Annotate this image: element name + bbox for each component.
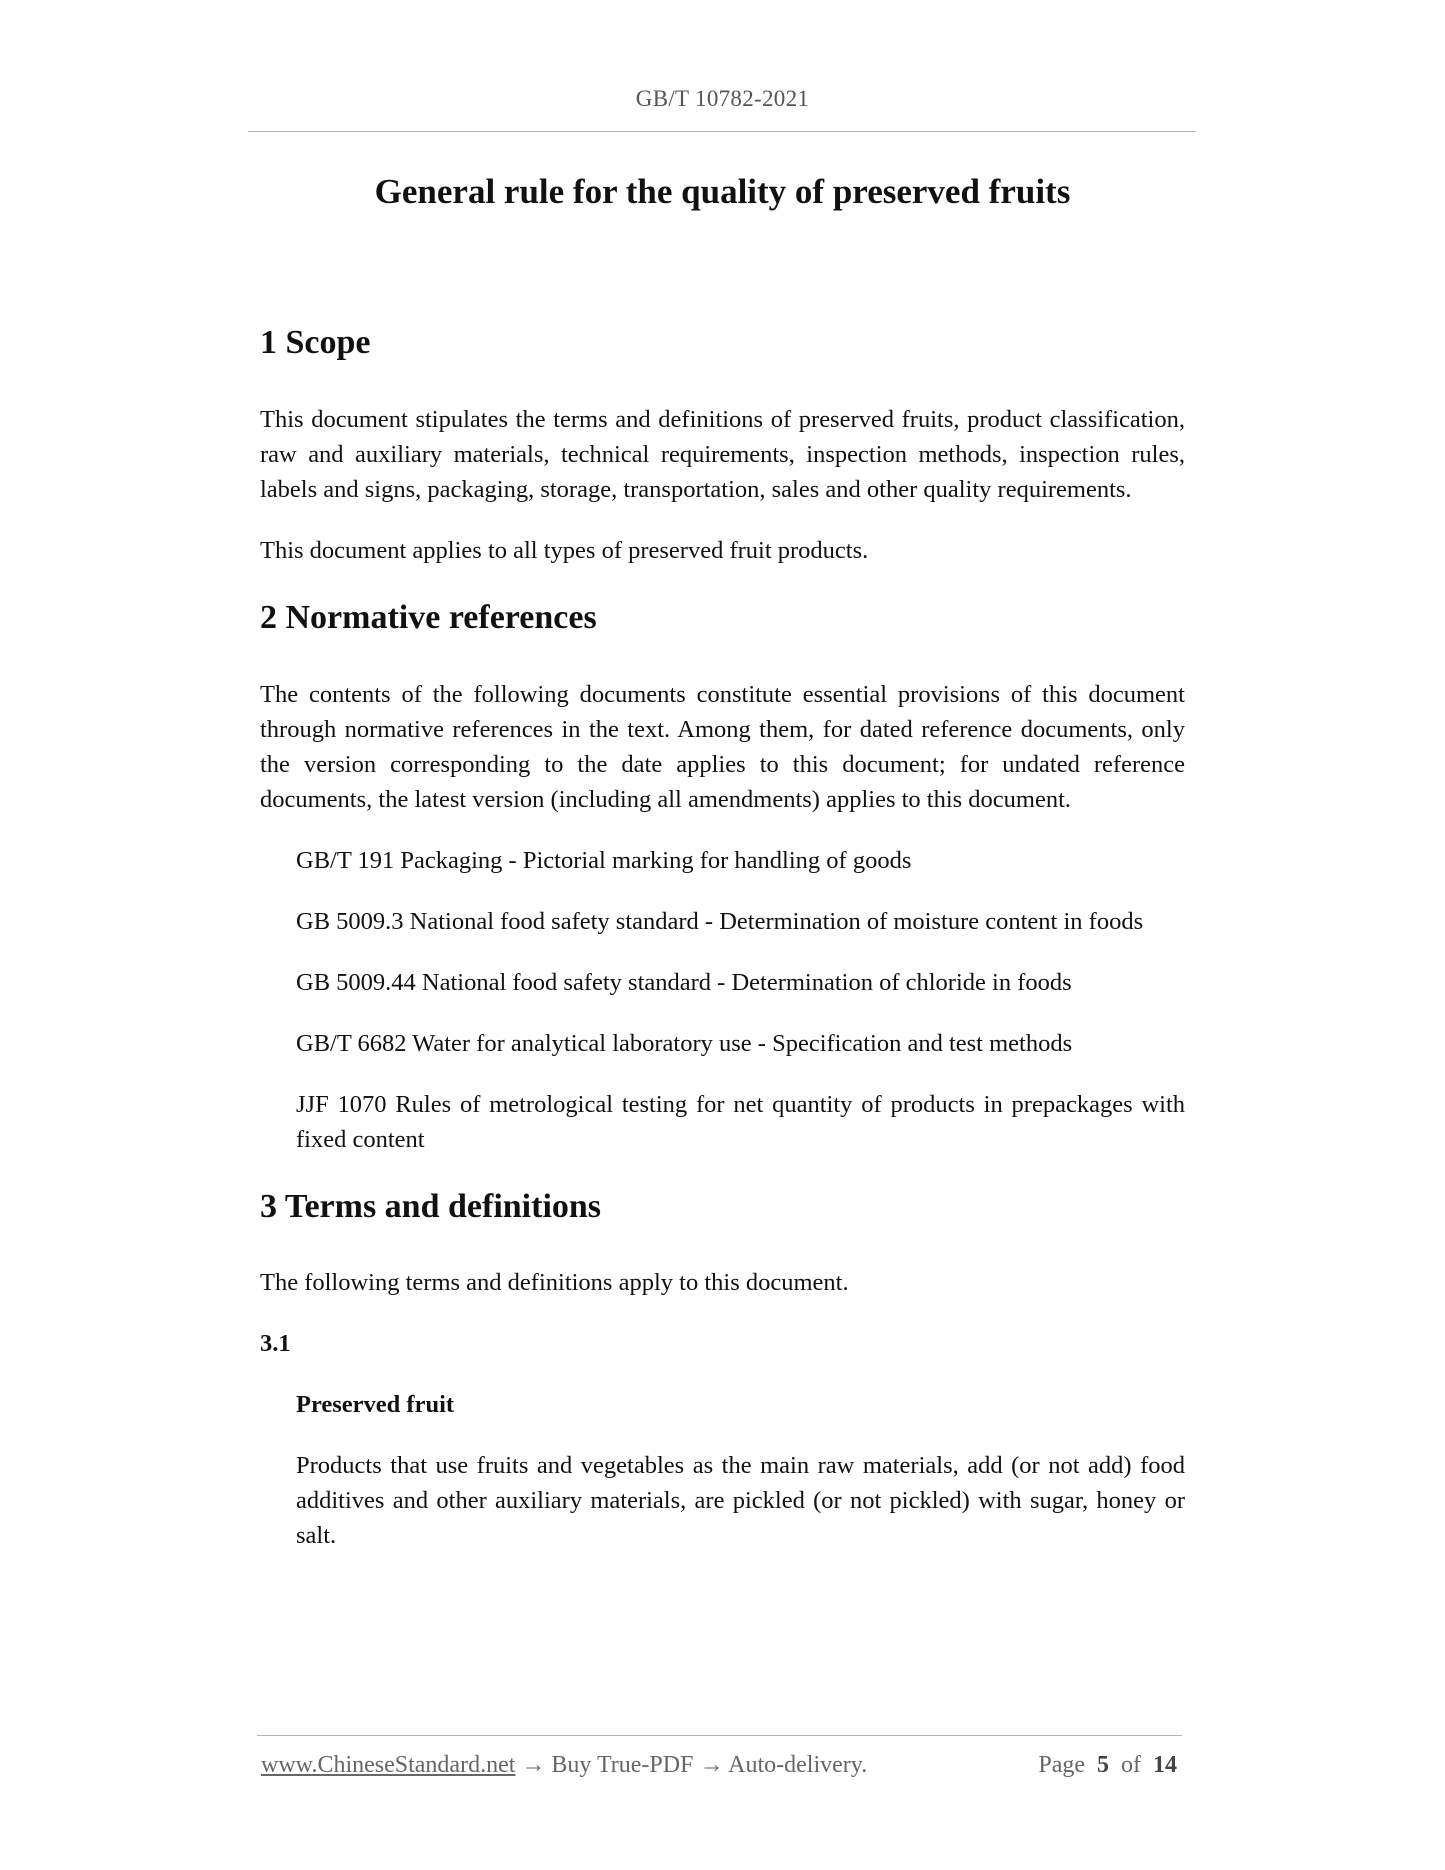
reference-item: GB 5009.44 National food safety standard - Determination of chloride in foods xyxy=(296,968,1072,996)
section-heading-scope: 1 Scope xyxy=(260,324,371,361)
page-indicator xyxy=(1038,1752,1177,1779)
scope-paragraph-1: This document stipulates the terms and definitions of preserved fruits, product classification, raw and auxiliary materials, technical requirements, inspection methods, inspection rules, labels and signs, packaging, storage, transportation, sales and other quality requirements. xyxy=(260,405,1185,503)
footer-promo xyxy=(261,1752,867,1779)
reference-item: GB/T 191 Packaging - Pictorial marking for handling of goods xyxy=(296,846,912,874)
document-title: General rule for the quality of preserved fruits xyxy=(374,172,1071,211)
reference-item: GB 5009.3 National food safety standard - Determination of moisture content in foods xyxy=(296,907,1144,935)
buy-pdf-text: Buy True-PDF xyxy=(551,1752,694,1778)
page-label: Page xyxy=(1038,1752,1085,1778)
normative-references-intro: The contents of the following documents constitute essential provisions of this document through normative references in the text. Among them, for dated reference documents, only the version corresponding to the date applies to this document; for undated reference documents, the latest version (including all amendments) applies to this document. xyxy=(260,680,1185,813)
document-body xyxy=(260,323,1185,1553)
header-divider xyxy=(248,131,1196,132)
reference-item: JJF 1070 Rules of metrological testing for net quantity of products in prepackages with fixed content xyxy=(296,1090,1185,1153)
term-name: Preserved fruit xyxy=(296,1391,455,1419)
scope-paragraph-2: This document applies to all types of preserved fruit products. xyxy=(260,536,869,564)
terms-intro: The following terms and definitions apply to this document. xyxy=(260,1269,849,1297)
website-link[interactable]: www.ChineseStandard.net xyxy=(261,1752,516,1778)
term-definition: Products that use fruits and vegetables as the main raw materials, add (or not add) food additives and other auxiliary materials, are pickled (or not pickled) with sugar, honey or salt. xyxy=(296,1452,1185,1550)
standard-code-header: GB/T 10782-2021 xyxy=(635,86,810,111)
arrow-right-icon: → xyxy=(693,1752,729,1778)
footer-divider xyxy=(257,1735,1182,1736)
reference-item: GB/T 6682 Water for analytical laboratory use - Specification and test methods xyxy=(296,1029,1073,1057)
section-heading-terms-definitions: 3 Terms and definitions xyxy=(260,1187,602,1225)
total-pages-number: 14 xyxy=(1153,1752,1177,1778)
reference-list xyxy=(260,843,1185,1157)
section-heading-normative-references: 2 Normative references xyxy=(260,598,597,636)
arrow-right-icon: → xyxy=(515,1752,552,1778)
auto-delivery-text: Auto-delivery. xyxy=(728,1752,868,1778)
of-label: of xyxy=(1121,1752,1141,1778)
current-page-number: 5 xyxy=(1097,1752,1109,1778)
term-number: 3.1 xyxy=(260,1330,291,1358)
